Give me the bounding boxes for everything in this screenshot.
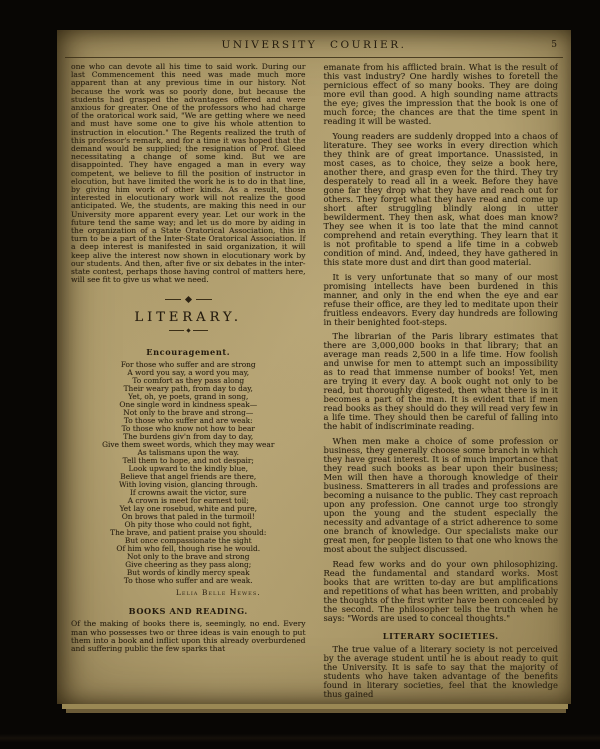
page-header — [67, 39, 561, 54]
page-number: 5 — [551, 40, 557, 50]
poem-line: Not only to the brave and strong — [126, 552, 250, 562]
section-divider-ornament — [71, 297, 306, 302]
poem-line: Tell them to hope, and not despair; — [122, 456, 254, 466]
poem-line: To comfort as they pass along — [132, 376, 245, 386]
poem-line: Look upward to the kindly blue, — [128, 464, 248, 474]
poem-line: Believe that angel friends are there, — [120, 472, 257, 482]
poem-line: To those who suffer and are weak: — [123, 416, 253, 426]
article-paragraph: Read few works and do your own philosophizing. Read the fundamental and standard works. Most books that are written to-day are but amplifications and repetitions of what has been written, and probably the thoughts of the first writer have been concealed by the second. The philosopher tells the truth when he says: "Words are used to conceal thoughts." — [323, 558, 558, 623]
section-heading-societies: LITERARY SOCIETIES. — [382, 631, 499, 641]
section-heading-literary: LITERARY. — [134, 310, 243, 326]
subrule-left — [169, 330, 184, 331]
poem-line: Yet, oh, ye poets, grand in song, — [128, 392, 249, 402]
newspaper-page — [57, 30, 571, 704]
poem-line: The brave, and patient praise you should: — [110, 528, 267, 538]
section-heading-books: BOOKS AND READING. — [128, 606, 248, 617]
poem-line: Their weary path, from day to day, — [123, 384, 253, 394]
article-paragraph: It is very unfortunate that so many of our most promising intellects have been burdened in this manner, and only in the end when the eye and ear refuse their office, are they led to meditate upon their fruitless endeavors. Every day hundreds are following in their benighted foot-steps. — [323, 271, 558, 327]
article-columns — [57, 58, 571, 699]
poem-line: Of him who fell, though rise he would. — [116, 544, 261, 554]
poem-line: The burdens giv'n from day to day, — [123, 432, 254, 442]
poem-line: If crowns await the victor, sure — [129, 488, 247, 498]
poem-line: On brows that paled in the turmoil! — [121, 512, 255, 522]
poem-line: With loving vision, glancing through. — [118, 480, 258, 490]
subrule-right — [193, 330, 208, 331]
subrule-diamond-icon — [186, 329, 190, 333]
article-paragraph: When men make a choice of some profession or business, they generally choose some branch in which they have great interest. It is of much importance that they read such books as bear upon their business; Men will then have a thorough knowledge of their business. Smatterers in all trades and professions are becoming a nuisance to the public. They cast reproach upon any profession. One cannot urge too strongly upon the young and the student especially the necessity and advantage of a strict adherence to some one branch of knowledge. Our specialists make our great men, for people listen to that one who knows the most about the subject discussed. — [323, 436, 558, 555]
article-paragraph: The librarian of the Paris library estimates that there are 3,000,000 books in that library; that an average man reads 2,500 in a life time. How foolish and unwise for men to attempt such an impossibility as to read that immense number of books! Yet, men are trying it every day. A book ought not only to be read, but thoroughly digested, then what there is in it becomes a part of the man. It is evident that if men read books as they should do they will read very few in a life time. They should then be careful of falling into the habit of indiscriminate reading. — [323, 331, 558, 432]
diamond-ornament-icon — [185, 296, 192, 303]
societies-paragraph: The true value of a literary society is not perceived by the average student until he is about ready to quit the University. It is safe to say that the majority of students who have taken advantage of the benefits found in literary societies, feel that the knowledge thus gained — [323, 644, 558, 699]
poem-line: But words of kindly mercy speak — [126, 568, 250, 578]
masthead-title: UNIVERSITY COURIER. — [221, 39, 407, 51]
page-edge-stack-bottom — [66, 709, 566, 713]
scan-bottom-band — [0, 734, 600, 742]
poem-line: Give them sweet words, which they may wear — [102, 440, 275, 450]
poem-line: To those who suffer and are weak. — [123, 576, 253, 586]
poem-line: Oh pity those who could not fight, — [124, 520, 252, 530]
poem-line: One single word in kindness speak— — [119, 400, 258, 410]
right-column — [314, 63, 558, 699]
article-paragraph: emanate from his afflicted brain. What is the result of this vast industry? One hardly wishes to foretell the pernicious effect of so many books. They are doing more evil than good. A high sounding name attracts the eye; gives the impression that the book is one of much force; the chances are that the time spent in reading it will be wasted. — [323, 63, 558, 126]
poem — [71, 361, 306, 585]
ornament-rule-left — [165, 299, 181, 300]
poem-line: As talismans upon the way. — [137, 448, 239, 458]
article-continuation-paragraph: one who can devote all his time to said work. During our last Commencement this need was made much more apparent than at any previous time in our history. Not because the work was so poorly done, but because the students had grasped the advantages offered and were anxious for greater. One of the professors who had charge of the oratorical work said, "We are getting where we need and must have some one to give his whole attention to instruction in elocution." The Regents realized the truth of this professor's remark, and for a time it was hoped that the demand would be supplied; the resignation of Prof. Gleed necessitating a change of some kind. But we are disappointed. They have engaged a man in every way competent, we believe to fill the position of instructor in elocution, but have limited the work he is to do in that line, by giving him work of other kinds. As a result, those interested in elocutionary work will not realize the good anticipated. We, the students, are making this need in our University more apparent every year. Let our work in the future tend the same way; and let us do more by aiding in the organization of a State Oratorical Association, this in turn to be a part of the Inter-State Oratorical Association. If a deep interest is manifested in said organization, it will keep alive the interest now shown in elocutionary work by our students. And then, after five or six debates in the inter-state contest, perhaps those having control of matters here, will see fit to give us what we need. — [71, 63, 306, 285]
article-paragraphs — [323, 63, 558, 623]
books-paragraph: Of the making of books there is, seemingly, no end. Every man who possesses two or three ideas is vain enough to put them into a book and inflict upon this already overburdened and suffering public the few sparks that — [71, 619, 306, 654]
poem-line: Yet lay one rosebud, white and pure, — [119, 504, 257, 514]
poem-author: Lelia Belle Hewes. — [175, 588, 261, 598]
poem-line: But once compassionate the sight — [124, 536, 252, 546]
poem-title: Encouragement. — [146, 347, 231, 358]
poem-line: A word you say, a word you may, — [127, 368, 250, 378]
poem-line: Not only to the brave and strong— — [123, 408, 254, 418]
poem-line: For those who suffer and are strong — [120, 360, 256, 370]
poem-line: To those who know not how to bear — [121, 424, 255, 434]
article-paragraph: Young readers are suddenly dropped into a chaos of literature. They see works in every direction which they think are of great importance. Unassisted, in most cases, as to choice, they seize a book here, another there, and grasp even for the third. They try desperately to read all in a week. Before they have gone far they drop what they have and reach out for others. They forget what they have read and come up short after struggling blindly along in utter bewilderment. They then ask, what does man know? They see when it is too late that the mind cannot comprehend and retain everything. They learn that it is not profitable to spend a life time in a cobweb condition of mind. And, indeed, they have gathered in this state more dust and dirt than good material. — [323, 130, 558, 267]
left-column — [71, 63, 314, 699]
poem-line: A crown is meet for earnest toil; — [127, 496, 249, 506]
poem-line: Give cheering as they pass along; — [125, 560, 252, 570]
heading-underline-ornament — [71, 329, 306, 332]
ornament-rule-right — [196, 299, 212, 300]
